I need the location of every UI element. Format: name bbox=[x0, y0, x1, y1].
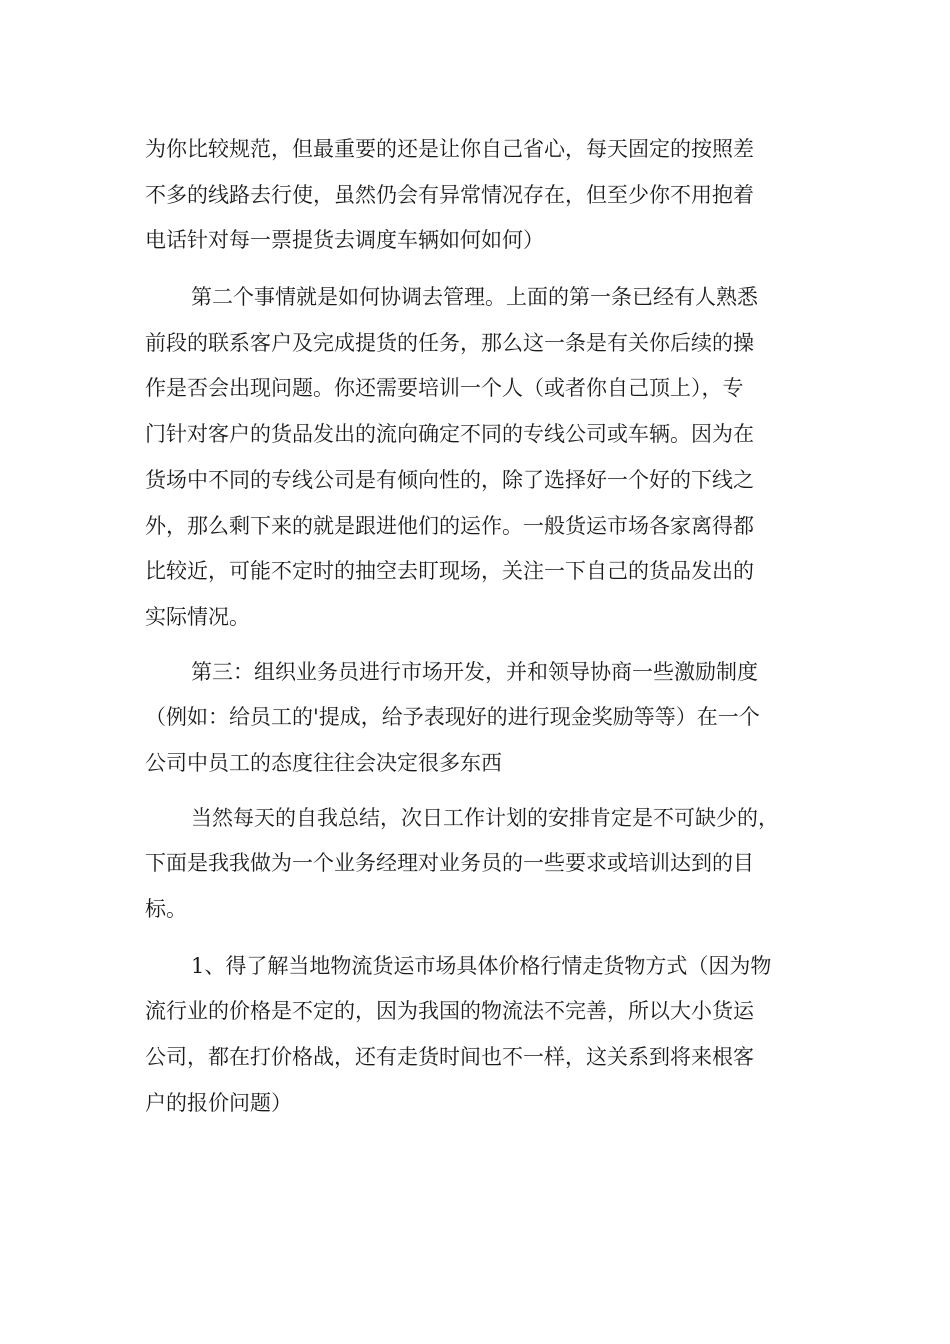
text-line: 作是否会出现问题。你还需要培训一个人（或者你自己顶上），专 bbox=[145, 376, 744, 401]
text-line: 门针对客户的货品发出的流向确定不同的专线公司或车辆。因为在 bbox=[145, 422, 754, 447]
document-body bbox=[145, 127, 810, 1126]
text-line: 1、得了解当地物流货运市场具体价格行情走货物方式（因为物 bbox=[191, 953, 772, 978]
paragraph-continuation bbox=[145, 127, 810, 264]
text-line: 第三：组织业务员进行市场开发，并和领导协商一些激励制度 bbox=[191, 659, 758, 684]
text-line: 实际情况。 bbox=[145, 604, 250, 629]
text-line: 下面是我我做为一个业务经理对业务员的一些要求或培训达到的目 bbox=[145, 851, 754, 876]
text-line: 第二个事情就是如何协调去管理。上面的第一条已经有人熟悉 bbox=[191, 285, 758, 310]
paragraph-second-task bbox=[145, 275, 810, 641]
text-line: 标。 bbox=[145, 897, 187, 921]
text-line: 外，那么剩下来的就是跟进他们的运作。一般货运市场各家离得都 bbox=[145, 513, 754, 538]
paragraph-requirement-1 bbox=[145, 944, 810, 1127]
text-line: 公司中员工的态度往往会决定很多东西 bbox=[145, 750, 502, 775]
text-line: 不多的线路去行使，虽然仍会有异常情况存在，但至少你不用抱着 bbox=[145, 182, 754, 207]
text-line: 为你比较规范，但最重要的还是让你自己省心，每天固定的按照差 bbox=[145, 137, 754, 161]
text-line: 电话针对每一票提货去调度车辆如何如何） bbox=[145, 228, 544, 253]
paragraph-third-task bbox=[145, 650, 810, 787]
text-line: 户的报价问题） bbox=[145, 1090, 292, 1115]
paragraph-daily-summary bbox=[145, 796, 810, 933]
text-line: 当然每天的自我总结，次日工作计划的安排肯定是不可缺少的， bbox=[191, 805, 779, 830]
text-line: 比较近，可能不定时的抽空去盯现场，关注一下自己的货品发出的 bbox=[145, 559, 754, 584]
text-line: 公司，都在打价格战，还有走货时间也不一样，这关系到将来根客 bbox=[145, 1045, 754, 1070]
text-line: 前段的联系客户及完成提货的任务，那么这一条是有关你后续的操 bbox=[145, 330, 754, 355]
text-line: 货场中不同的专线公司是有倾向性的，除了选择好一个好的下线之 bbox=[145, 467, 754, 492]
text-line: 流行业的价格是不定的，因为我国的物流法不完善，所以大小货运 bbox=[145, 999, 754, 1024]
text-line: （例如：给员工的'提成，给予表现好的进行现金奖励等等）在一个 bbox=[145, 705, 760, 730]
